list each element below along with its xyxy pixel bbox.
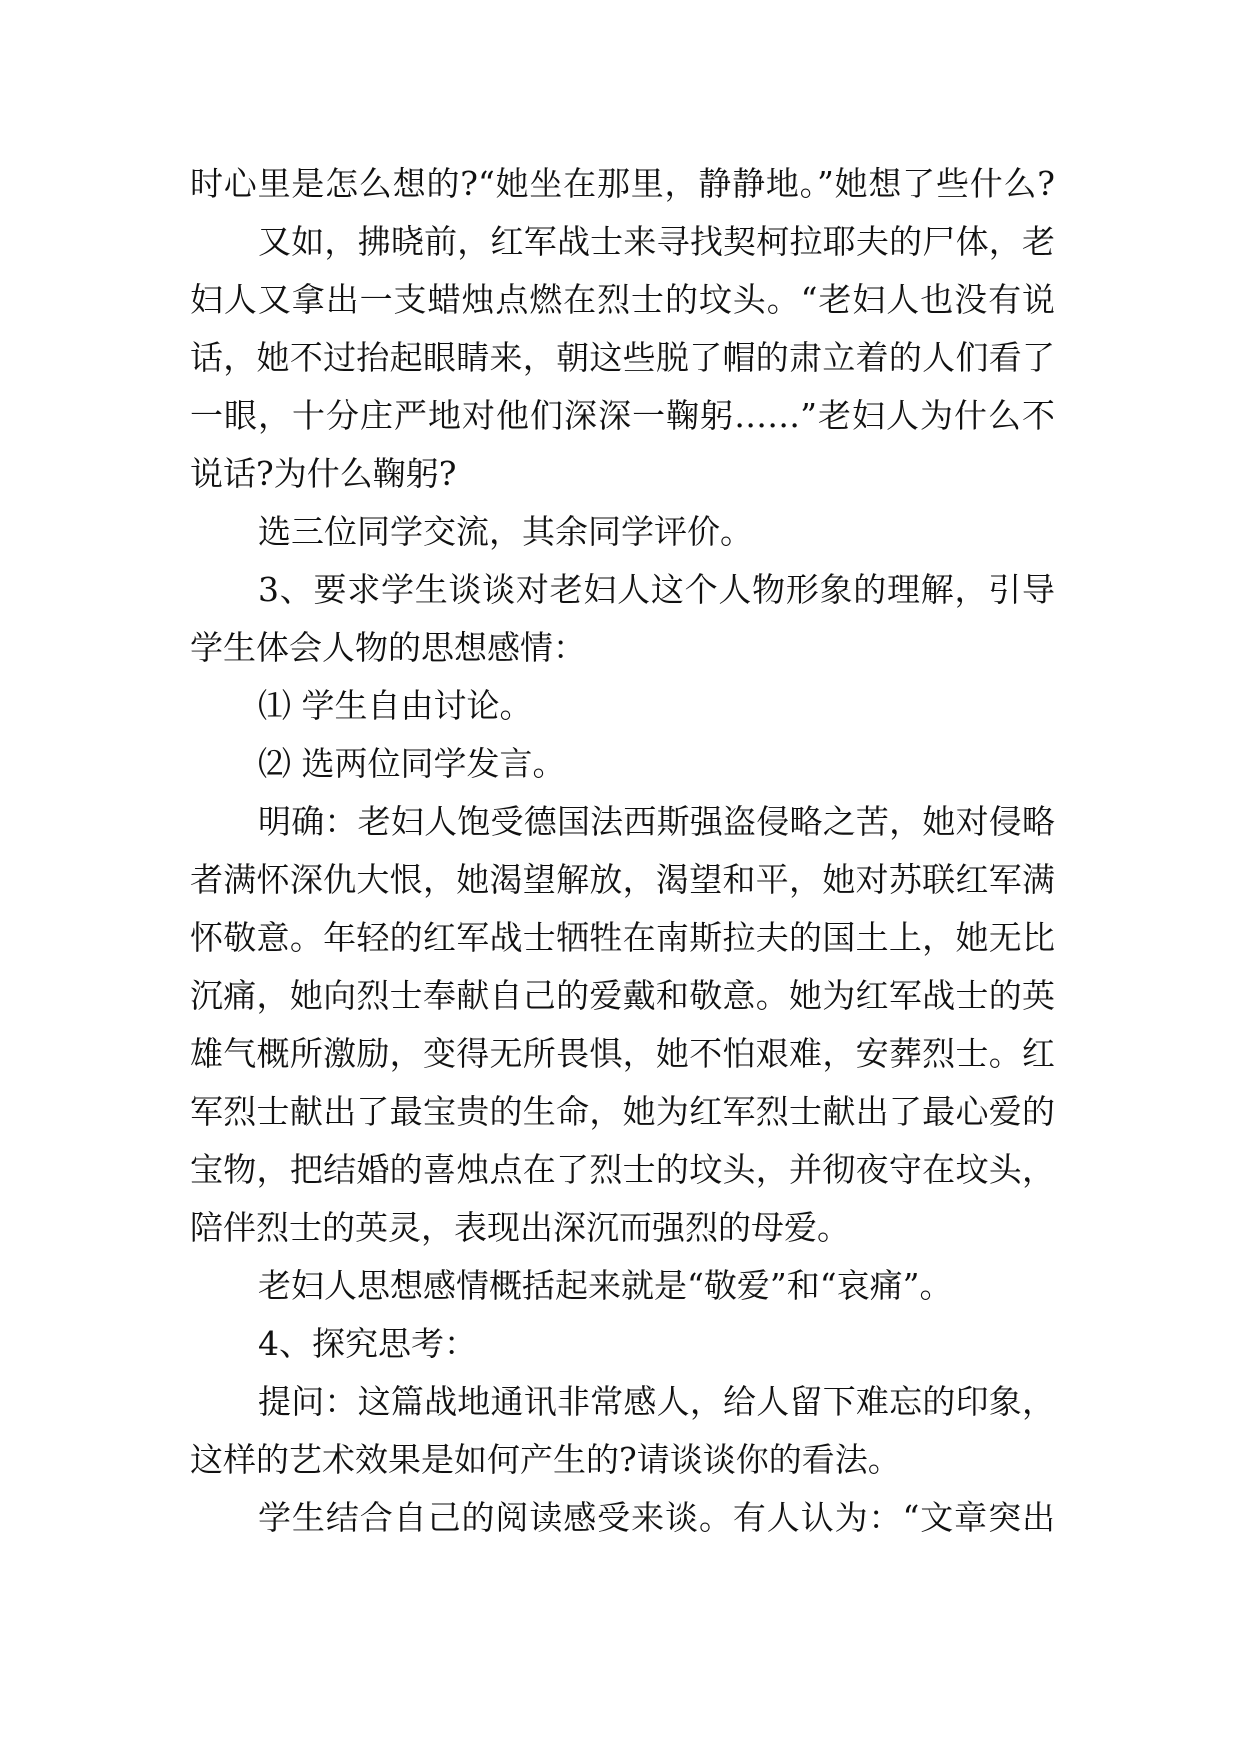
- text-line: 陪伴烈士的英灵，表现出深沉而强烈的母爱。: [190, 1208, 850, 1247]
- text-line: 这样的艺术效果是如何产生的?请谈谈你的看法。: [190, 1440, 901, 1479]
- text-line: 沉痛，她向烈士奉献自己的爱戴和敬意。她为红军战士的英: [190, 976, 1055, 1015]
- text-line: 话，她不过抬起眼睛来，朝这些脱了帽的肃立着的人们看了: [190, 338, 1055, 377]
- text-line: ⑴ 学生自由讨论。: [258, 686, 533, 725]
- text-line: 选三位同学交流，其余同学评价。: [258, 512, 753, 551]
- text-line: 雄气概所激励，变得无所畏惧，她不怕艰难，安葬烈士。红: [190, 1034, 1055, 1073]
- text-line: 一眼，十分庄严地对他们深深一鞠躬……”老妇人为什么不: [190, 396, 1055, 435]
- text-line: 3、要求学生谈谈对老妇人这个人物形象的理解，引导: [258, 570, 1055, 609]
- text-line: ⑵ 选两位同学发言。: [258, 744, 566, 783]
- text-line: 说话?为什么鞠躬?: [190, 454, 457, 493]
- text-line: 者满怀深仇大恨，她渴望解放，渴望和平，她对苏联红军满: [190, 860, 1055, 899]
- text-line: 军烈士献出了最宝贵的生命，她为红军烈士献出了最心爱的: [190, 1092, 1055, 1131]
- text-line: 又如，拂晓前，红军战士来寻找契柯拉耶夫的尸体，老: [258, 222, 1055, 261]
- text-line: 老妇人思想感情概括起来就是“敬爱”和“哀痛”。: [258, 1266, 953, 1305]
- text-line: 明确：老妇人饱受德国法西斯强盗侵略之苦，她对侵略: [258, 802, 1055, 841]
- text-line: 4、探究思考：: [258, 1324, 477, 1363]
- document-body: [190, 155, 1055, 1547]
- text-line: 学生体会人物的思想感情：: [190, 628, 586, 667]
- text-line: 怀敬意。年轻的红军战士牺牲在南斯拉夫的国土上，她无比: [190, 918, 1055, 957]
- text-line: 学生结合自己的阅读感受来谈。有人认为：“文章突出: [258, 1498, 1055, 1537]
- text-line: 妇人又拿出一支蜡烛点燃在烈士的坟头。“老妇人也没有说: [190, 280, 1055, 319]
- text-line: 时心里是怎么想的?“她坐在那里，静静地。”她想了些什么?: [190, 164, 1055, 203]
- text-line: 提问：这篇战地通讯非常感人，给人留下难忘的印象，: [258, 1382, 1055, 1421]
- text-line: 宝物，把结婚的喜烛点在了烈士的坟头，并彻夜守在坟头，: [190, 1150, 1055, 1189]
